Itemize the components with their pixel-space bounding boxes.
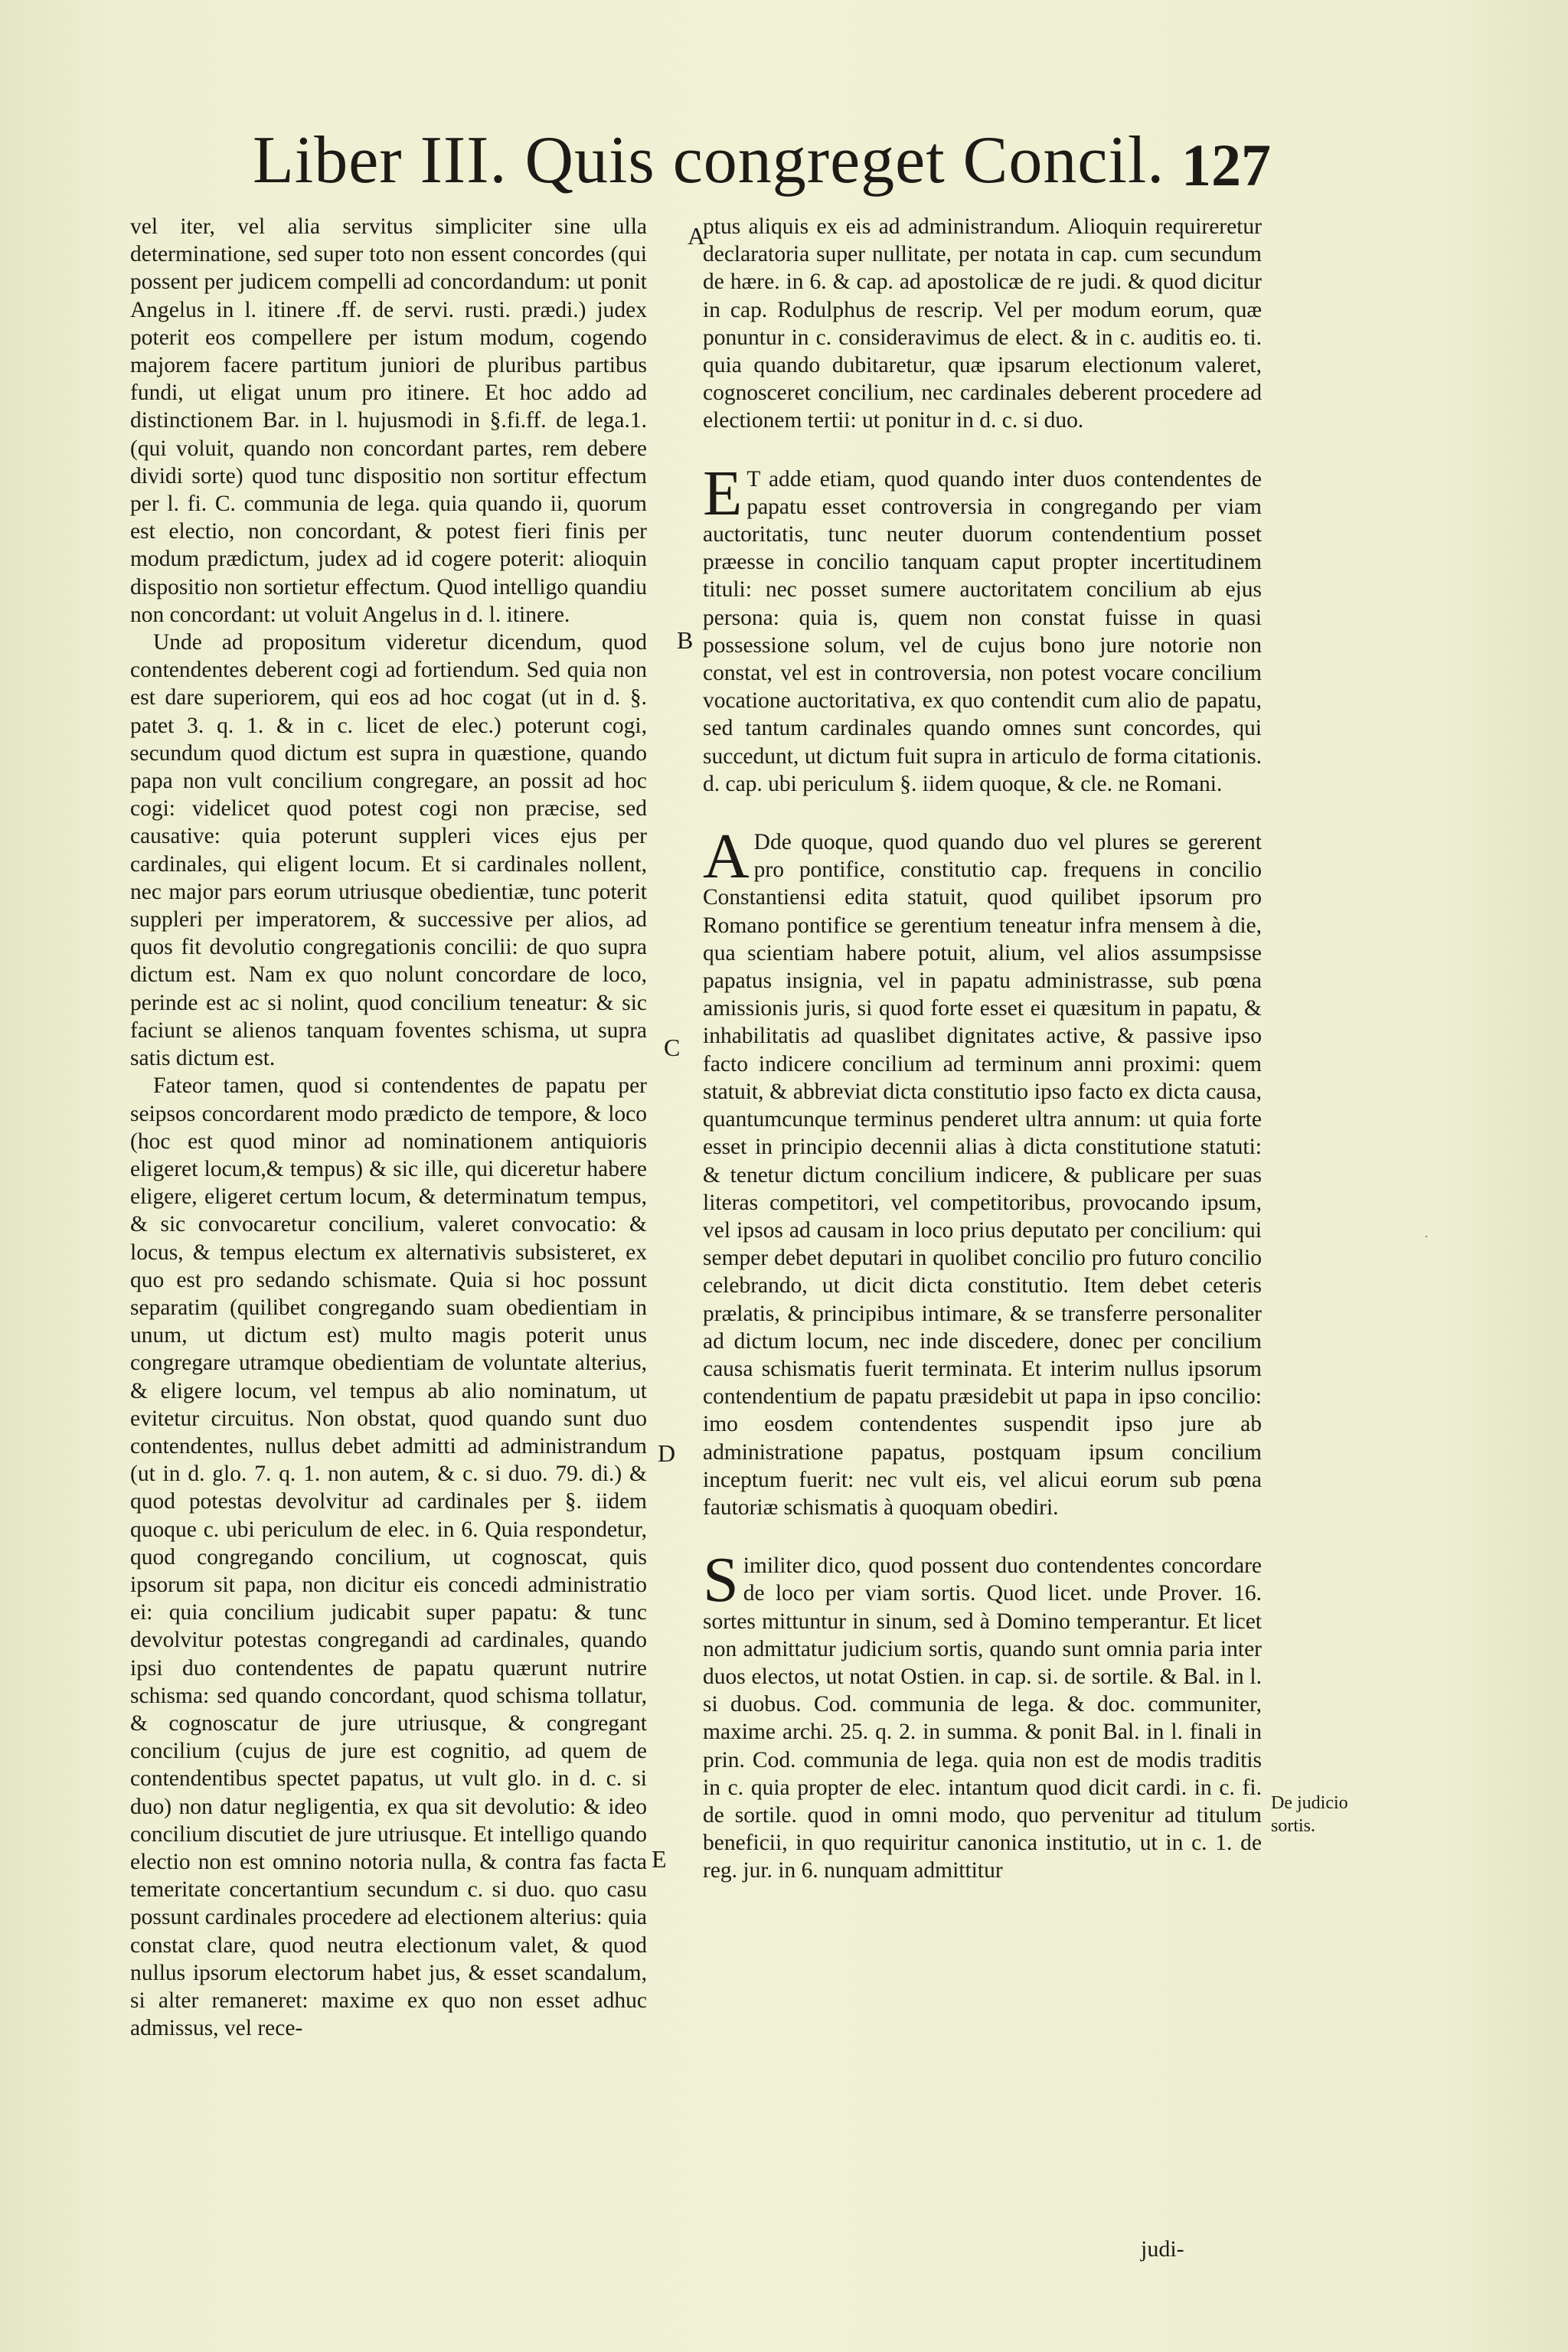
paragraph: Similiter dico, quod possent duo contendentes concordare de loco per viam sortis. Quod licet. unde Prover. 16. sortes mittuntur in sinum, sed à Domino temperantur. Et licet non admittatur judicium sortis, quando sunt omnia paria inter duos electos, ut notat Ostien. in cap. si. de sortile. & Bal. in l. si duobus. Cod. communia de lega. & doc. communiter, maxime archi. 25. q. 2. in summa. & ponit Bal. in l. finali in prin. Cod. communia de lega. quia non est de modis traditis in c. quia propter de elec. intantum quod dicit cardi. in c. fi. de sortile. quod in omni modo, quo pervenitur ad titulum beneficii, in quo requiritur canonica institutio, ut in c. 1. de reg. jur. in 6. nunquam admittitur: [703, 1544, 1262, 1883]
catchword: judi-: [1141, 2236, 1184, 2262]
running-title: Liber III. Quis congreget Concil.: [253, 123, 1165, 198]
drop-capital: S: [703, 1544, 739, 1616]
left-column: [130, 213, 647, 2253]
section-letter-c: C: [664, 1034, 681, 1061]
margin-note: De judicio sortis.: [1271, 1793, 1348, 1836]
section-letter-e: E: [652, 1845, 667, 1873]
paper-speck: ·: [1424, 1229, 1429, 1244]
paragraph: ptus aliquis ex eis ad administrandum. Alioquin requireretur declaratoria super nullitate, per notata in cap. cum secundum de hære. in 6. & cap. ad apostolicæ de re judi. & quod dicitur in cap. Rodulphus de rescrip. Vel per modum eorum, quæ ponuntur in c. consideravimus de elect. & in c. auditis eo. ti. quia quando dubitaretur, quæ ipsarum electionum valeret, cognosceret concilium, nec cardinales deberent procedere ad electionem tertii: ut ponitur in d. c. si duo.: [703, 214, 1262, 433]
paragraph: Fateor tamen, quod si contendentes de papatu per seipsos concordarent modo prædicto de tempore, & loco (hoc est quod minor ad nominationem antiquioris eligeret locum,& tempus) & sic ille, qui diceretur habere eligere, eligeret certum locum, & determinatum tempus, & sic convocaretur concilium, valeret convocatio: & locus, & tempus electum ex alternativis subsisteret, ex quo est pro sedando schismate. Quia si hoc possunt separatim (quilibet congregando suam obedientiam in unum, ut dictum est) multo magis poterit unus congregare utramque obedientiam de voluntate alterius, & eligere locum, vel tempus ab alio nominatum, ut evitetur circuitus. Non obstat, quod quando sunt duo contendentes, nullus debet admitti ad administrandum (ut in d. glo. 7. q. 1. non autem, & c. si duo. 79. di.) & quod potestas devolvitur ad cardinales per §. iidem quoque c. ubi periculum de elec. in 6. Quia respondetur, quod congregando concilium, ut cognoscat, quis ipsorum sit papa, non dicitur eis concedi administratio ei: quia concilium judicabit super papatu: & tunc devolvitur potestas congregandi ad cardinales, quando ipsi duo contendentes de papatu quærunt nutrire schisma: sed quando concordant, quod schisma tollatur, & cognoscatur de jure utriusque, & congregant concilium (cujus de jure est cognitio, ad quem de contendentibus spectet papatus, ut vult glo. in d. c. si duo) non datur negligentia, ex qua sit devolutio: & ideo concilium discutiet de jure utriusque. Et intelligo quando electio non est omnino notoria nulla, & contra fas facta temeritate concertantium secundum c. si duo. quo casu possunt cardinales procedere ad electionem alterius: quia constat clare, quod neutra electionum valet, & quod nullus ipsorum electorum habet jus, & esset scandalum, si alter remaneret: maxime ex quo non esset adhuc admissus, vel rece-: [130, 1073, 647, 2041]
right-column: [703, 213, 1262, 2265]
section-letter-b: B: [677, 626, 694, 654]
paragraph: vel iter, vel alia servitus simpliciter sine ulla determinatione, sed super toto non essent concordes (qui possent per judicem compelli ad concordandum: ut ponit Angelus in l. itinere .ff. de servi. rusti. prædi.) judex poterit eos compellere per istum modum, cogendo majorem facere partitum juniori de pluribus partibus fundi, ut eligat unum pro itinere. Et hoc addo ad distinctionem Bar. in l. hujusmodi in §.fi.ff. de lega.1. (qui voluit, quando non concordant partes, rem debere dividi sorte) quod tunc dispositio non sortitur effectum per l. fi. C. communia de lega. quia quando ii, quorum est electio, non concordant, & potest fieri finis per modum prædictum, judex ad id cogere poterit: alioquin dispositio non sortietur effectum. Quod intelligo quandiu non concordant: ut voluit Angelus in d. l. itinere.: [130, 214, 647, 627]
section-letter-a: A: [688, 222, 706, 250]
page-number: 127: [1181, 132, 1271, 198]
paragraph: E T adde etiam, quod quando inter duos contendentes de papatu esset controversia in congregando per viam auctoritatis, tunc neuter duorum contendentium posset præesse in concilio tanquam caput propter incertitudinem tituli: nec posset sumere auctoritatem concilium ab ejus persona: quia is, quem non constat fuisse in quasi possessione solum, vel de cujus bono jure notorie non constat, vel est in controversia, non potest vocare concilium vocatione auctoritativa, ex quo contendit cum alio de papatu, sed tantum cardinales quando omnes sunt concordes, qui succedunt, ut dictum fuit supra in articulo de forma citationis. d. cap. ubi periculum §. iidem quoque, & cle. ne Romani.: [703, 457, 1262, 796]
drop-capital: A: [703, 821, 750, 893]
paragraph: Unde ad propositum videretur dicendum, quod contendentes deberent cogi ad fortiendum. Sed quia non est dare superiorem, qui eos ad hoc cogat (ut in d. §. patet 3. q. 1. & in c. licet de elec.) poterunt cogi, secundum quod dictum est supra in quæstione, quando papa non vult concilium congregare, an possit ad hoc cogi: videlicet quod potest cogi non præcise, sed causative: quia poterunt suppleri vices ejus per cardinales, qui eligent locum. Et si cardinales nollent, nec major pars eorum utriusque obedientiæ, tunc poterit suppleri per imperatorem, & successive per alios, ad quos fit devolutio congregationis concilii: de quo supra dictum est. Nam ex quo nolunt concordare de loco, perinde est ac si nolint, quod concilium teneatur: & sic faciunt se alienos tanquam foventes schisma, ut supra satis dictum est.: [130, 630, 647, 1071]
drop-capital: E: [703, 457, 743, 529]
paragraph: A Dde quoque, quod quando duo vel plures se gererent pro pontifice, constitutio cap. frequens in concilio Constantiensi edita statuit, quod quilibet ipsorum pro Romano pontifice se gerentium teneatur infra mensem à die, qua scientiam habere potuit, alium, vel alios assumpsisse papatus insignia, vel in papatu administrasse, sub pœna amissionis juris, si quod forte esset ei quæsitum in papatu, & inhabilitatis ad quaslibet dignitates active, & passive ipso facto indicere concilium ad terminum anni proximi: quem statuit, & abbreviat dicta constitutio ipso facto ex dicta causa, quantumcunque terminus penderet ultra annum: ut quia forte esset in principio decennii alias à dicta constitutione statuti: & tenetur dictum concilium indicere, & publicare per suas literas competitori, vel competitoribus, provocando ipsum, vel ipsos ad causam in loco prius deputato per concilium: qui semper debet deputari in quolibet concilio pro futuro concilio celebrando, ut dicit dicta constitutio. Item debet ceteris prælatis, & principibus intimare, & se transferre personaliter ad dictum locum, nec inde discedere, donec per concilium causa schismatis fuerit terminata. Et interim nullus ipsorum contendentium de papatu præsidebit ut papa in ipso concilio: imo eosdem contendentes suspendit ipso jure ab administratione papatus, postquam ipsum concilium inceptum fuerit: nec vult eis, vel alicui eorum sub pœna fautoriæ schismatis à quoquam obediri.: [703, 821, 1262, 1520]
section-letter-d: D: [658, 1439, 676, 1467]
page-header: [253, 122, 1271, 207]
